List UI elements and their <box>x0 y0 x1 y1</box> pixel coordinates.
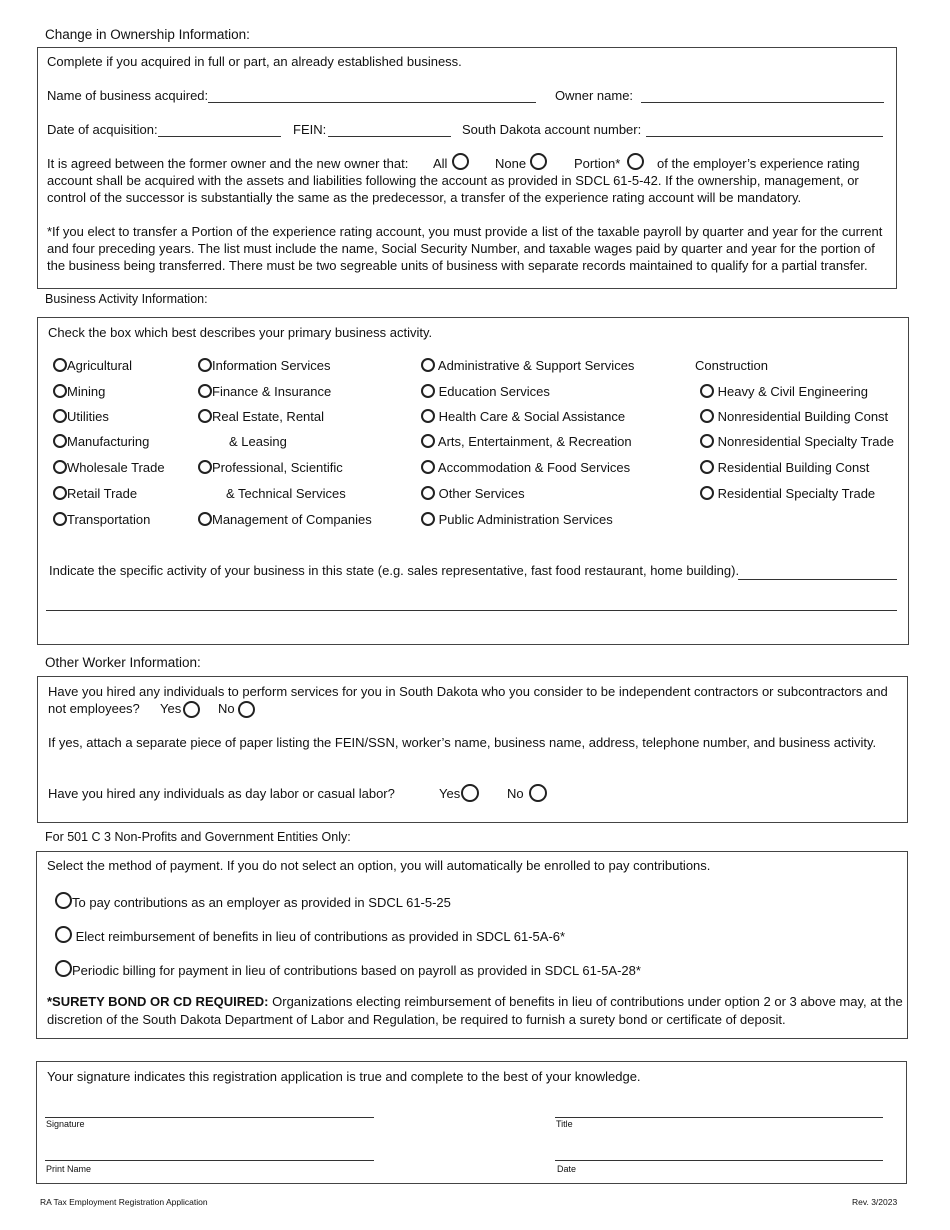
nonprofit-section-title: For 501 C 3 Non-Profits and Government Entities Only: <box>45 830 351 844</box>
date-field[interactable] <box>555 1160 883 1161</box>
radio-icon[interactable] <box>53 409 67 423</box>
activity-agricultural[interactable]: Agricultural <box>53 358 132 373</box>
agreement-line-2: account shall be acquired with the assets and liabilities following the account as provided in SDCL 61-5-42. If the ownership, management, or <box>47 173 859 188</box>
activity-management-companies[interactable]: Management of Companies <box>198 512 372 527</box>
radio-icon[interactable] <box>198 409 212 423</box>
ownership-section-title: Change in Ownership Information: <box>45 27 250 42</box>
activity-wholesale-trade[interactable]: Wholesale Trade <box>53 460 165 475</box>
construction-header: Construction <box>695 358 768 373</box>
agreement-none-radio[interactable] <box>530 153 547 170</box>
activity-manufacturing[interactable]: Manufacturing <box>53 434 149 449</box>
owner-name-field[interactable] <box>641 102 884 103</box>
day-labor-no-radio[interactable] <box>529 784 547 802</box>
sd-account-field[interactable] <box>646 136 883 137</box>
radio-icon[interactable] <box>421 358 435 372</box>
payment-option-periodic-billing[interactable]: Periodic billing for payment in lieu of contributions based on payroll as provided in SDCL 61-5A-28* <box>55 960 641 978</box>
radio-icon[interactable] <box>53 434 67 448</box>
activity-education-services[interactable]: Education Services <box>421 384 550 399</box>
radio-icon[interactable] <box>700 434 714 448</box>
surety-note-line-1: *SURETY BOND OR CD REQUIRED: Organizations electing reimbursement of benefits in lieu of contributions under option 2 or 3 above may, at the <box>47 994 903 1009</box>
agreement-all-label: All <box>433 156 448 171</box>
activity-nonresidential-specialty[interactable]: Nonresidential Specialty Trade <box>700 434 894 449</box>
radio-icon[interactable] <box>55 892 72 909</box>
payment-instruction: Select the method of payment. If you do not select an option, you will automatically be enrolled to pay contributions. <box>47 858 711 873</box>
business-acquired-field[interactable] <box>208 102 536 103</box>
contractor-no-label: No <box>218 701 235 716</box>
activity-utilities[interactable]: Utilities <box>53 409 109 424</box>
agreement-none-label: None <box>495 156 527 171</box>
worker-section-title: Other Worker Information: <box>45 655 201 670</box>
surety-note-line-2: discretion of the South Dakota Department of Labor and Regulation, be required to furnish a surety bond or certificate of deposit. <box>47 1012 786 1027</box>
agreement-portion-radio[interactable] <box>627 153 644 170</box>
specific-activity-prompt: Indicate the specific activity of your business in this state (e.g. sales representative, fast food restaurant, home building). <box>49 563 740 578</box>
activity-heavy-civil[interactable]: Heavy & Civil Engineering <box>700 384 868 399</box>
signature-statement: Your signature indicates this registration application is true and complete to the best of your knowledge. <box>47 1069 641 1084</box>
activity-real-estate[interactable]: Real Estate, Rental <box>198 409 324 424</box>
activity-arts-entertainment[interactable]: Arts, Entertainment, & Recreation <box>421 434 632 449</box>
activity-mining[interactable]: Mining <box>53 384 105 399</box>
print-name-field[interactable] <box>45 1160 374 1161</box>
ownership-intro: Complete if you acquired in full or part, an already established business. <box>47 54 462 69</box>
activity-information-services[interactable]: Information Services <box>198 358 331 373</box>
signature-field[interactable] <box>45 1117 374 1118</box>
activity-transportation[interactable]: Transportation <box>53 512 150 527</box>
activity-real-estate-line2: & Leasing <box>229 434 287 449</box>
radio-icon[interactable] <box>53 486 67 500</box>
radio-icon[interactable] <box>53 460 67 474</box>
activity-residential-building[interactable]: Residential Building Const <box>700 460 869 475</box>
activity-professional-line2: & Technical Services <box>226 486 346 501</box>
radio-icon[interactable] <box>700 384 714 398</box>
agreement-line-3: control of the successor is substantially the same as the predecessor, a transfer of the experience rating account will be mandatory. <box>47 190 802 205</box>
radio-icon[interactable] <box>421 512 435 526</box>
portion-note-line-2: and four preceding years. The list must include the name, Social Security Number, and taxable wages paid by quarter and year for the portion of <box>47 241 875 256</box>
agreement-portion-label: Portion* <box>574 156 621 171</box>
acquisition-date-label: Date of acquisition: <box>47 122 158 137</box>
contractor-question-line-1: Have you hired any individuals to perform services for you in South Dakota who you consider to be independent contractors or subcontractors and <box>48 684 888 699</box>
activity-instruction: Check the box which best describes your primary business activity. <box>48 325 433 340</box>
agreement-lead: It is agreed between the former owner and the new owner that: <box>47 156 409 171</box>
activity-retail-trade[interactable]: Retail Trade <box>53 486 137 501</box>
title-label: Title <box>556 1119 573 1129</box>
activity-health-care[interactable]: Health Care & Social Assistance <box>421 409 625 424</box>
radio-icon[interactable] <box>421 409 435 423</box>
activity-accommodation-food[interactable]: Accommodation & Food Services <box>421 460 630 475</box>
fein-label: FEIN: <box>293 122 327 137</box>
radio-icon[interactable] <box>55 926 72 943</box>
activity-administrative-support[interactable]: Administrative & Support Services <box>421 358 634 373</box>
activity-section-title: Business Activity Information: <box>45 292 208 306</box>
radio-icon[interactable] <box>421 384 435 398</box>
radio-icon[interactable] <box>53 384 67 398</box>
portion-note-line-1: *If you elect to transfer a Portion of the experience rating account, you must provide a list of the taxable payroll by quarter and year for the current <box>47 224 883 239</box>
radio-icon[interactable] <box>700 486 714 500</box>
activity-nonresidential-building[interactable]: Nonresidential Building Const <box>700 409 888 424</box>
specific-activity-field[interactable] <box>738 579 897 580</box>
radio-icon[interactable] <box>421 434 435 448</box>
radio-icon[interactable] <box>700 460 714 474</box>
radio-icon[interactable] <box>53 358 67 372</box>
payment-option-reimbursement[interactable]: Elect reimbursement of benefits in lieu of contributions as provided in SDCL 61-5A-6* <box>55 926 565 944</box>
contractor-no-radio[interactable] <box>238 701 255 718</box>
sd-account-label: South Dakota account number: <box>462 122 642 137</box>
radio-icon[interactable] <box>55 960 72 977</box>
owner-name-label: Owner name: <box>555 88 634 103</box>
activity-public-administration[interactable]: Public Administration Services <box>421 512 613 527</box>
activity-professional-scientific[interactable]: Professional, Scientific <box>198 460 343 475</box>
agreement-all-radio[interactable] <box>452 153 469 170</box>
activity-other-services[interactable]: Other Services <box>421 486 525 501</box>
day-labor-question: Have you hired any individuals as day labor or casual labor? <box>48 786 395 801</box>
footer-form-name: RA Tax Employment Registration Application <box>40 1197 208 1207</box>
radio-icon[interactable] <box>53 512 67 526</box>
payment-option-contributions[interactable]: To pay contributions as an employer as provided in SDCL 61-5-25 <box>55 892 451 910</box>
radio-icon[interactable] <box>421 486 435 500</box>
portion-note-line-3: the business being transferred. There must be two segreable units of business with separate records maintained to qualify for a partial transfer. <box>47 258 868 273</box>
date-label: Date <box>557 1164 577 1174</box>
day-labor-no-label: No <box>507 786 524 801</box>
radio-icon[interactable] <box>421 460 435 474</box>
agreement-tail: of the employer’s experience rating <box>657 156 860 171</box>
activity-finance-insurance[interactable]: Finance & Insurance <box>198 384 331 399</box>
nonprofit-box <box>36 851 908 1039</box>
activity-residential-specialty[interactable]: Residential Specialty Trade <box>700 486 875 501</box>
acquisition-date-field[interactable] <box>158 136 281 137</box>
day-labor-yes-radio[interactable] <box>461 784 479 802</box>
contractor-question-line-2: not employees? <box>48 701 140 716</box>
radio-icon[interactable] <box>700 409 714 423</box>
day-labor-yes-label: Yes <box>439 786 461 801</box>
contractor-yes-radio[interactable] <box>183 701 200 718</box>
title-field[interactable] <box>555 1117 883 1118</box>
footer-revision: Rev. 3/2023 <box>852 1197 898 1207</box>
signature-label: Signature <box>46 1119 85 1129</box>
specific-activity-field-line2[interactable] <box>46 610 897 611</box>
contractor-yes-label: Yes <box>160 701 182 716</box>
radio-icon[interactable] <box>198 512 212 526</box>
business-acquired-label: Name of business acquired: <box>47 88 209 103</box>
radio-icon[interactable] <box>198 384 212 398</box>
fein-field[interactable] <box>328 136 451 137</box>
print-name-label: Print Name <box>46 1164 92 1174</box>
radio-icon[interactable] <box>198 358 212 372</box>
radio-icon[interactable] <box>198 460 212 474</box>
attach-note: If yes, attach a separate piece of paper listing the FEIN/SSN, worker’s name, business name, address, telephone number, and business activity. <box>48 735 877 750</box>
